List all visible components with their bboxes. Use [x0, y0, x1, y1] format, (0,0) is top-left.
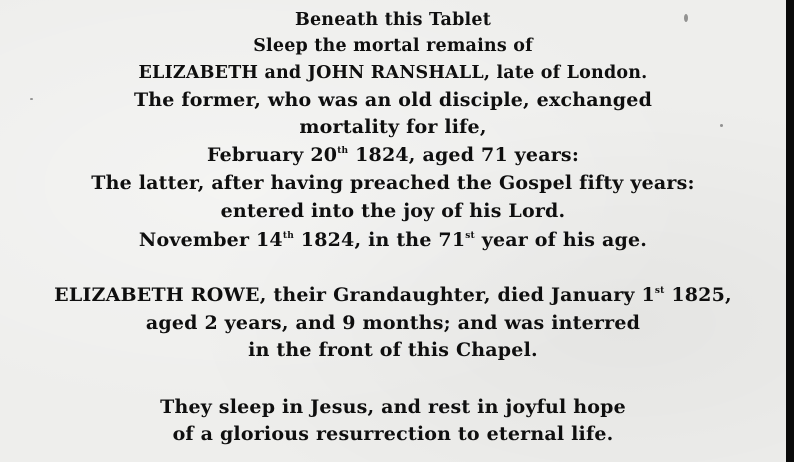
inscription-line-11: aged 2 years, and 9 months; and was interred — [145, 312, 641, 334]
inscription-line-12: in the front of this Chapel. — [248, 339, 538, 361]
inscription-line-13: They sleep in Jesus, and rest in joyful hope — [160, 396, 626, 418]
inscription-line-3: ELIZABETH and JOHN RANSHALL, late of London. — [138, 63, 648, 83]
inscription-line-1: Beneath this Tablet — [294, 10, 491, 30]
line-9-text-c: year of his age. — [474, 229, 648, 251]
line-9-superscript-2: st — [465, 231, 475, 241]
line-6-text-a: February 20 — [206, 144, 338, 166]
inscription-line-14: of a glorious resurrection to eternal life. — [172, 423, 614, 445]
photo-dark-edge — [786, 0, 794, 462]
line-10-text-a: ELIZABETH ROWE, their Grandaughter, died January 1 — [54, 284, 655, 306]
inscription-line-2: Sleep the mortal remains of — [253, 36, 533, 56]
line-9-superscript-1: th — [282, 231, 294, 241]
inscription-line-4: The former, who was an old disciple, exchanged — [133, 89, 653, 111]
inscription-line-8: entered into the joy of his Lord. — [220, 200, 566, 222]
line-6-text-b: 1824, aged 71 years: — [348, 144, 580, 166]
inscription-line-9 — [0, 228, 786, 252]
line-9-text-a: November 14 — [138, 229, 283, 251]
inscription-line-5: mortality for life, — [299, 116, 487, 138]
line-10-text-b: 1825, — [664, 284, 732, 306]
inscription-line-6 — [0, 143, 786, 167]
line-9-text-b: 1824, in the 71 — [293, 229, 466, 251]
line-6-superscript: th — [337, 146, 349, 156]
line-10-superscript: st — [654, 286, 665, 296]
inscription-line-10 — [0, 283, 786, 307]
inscription-line-7: The latter, after having preached the Gospel fifty years: — [91, 172, 695, 194]
